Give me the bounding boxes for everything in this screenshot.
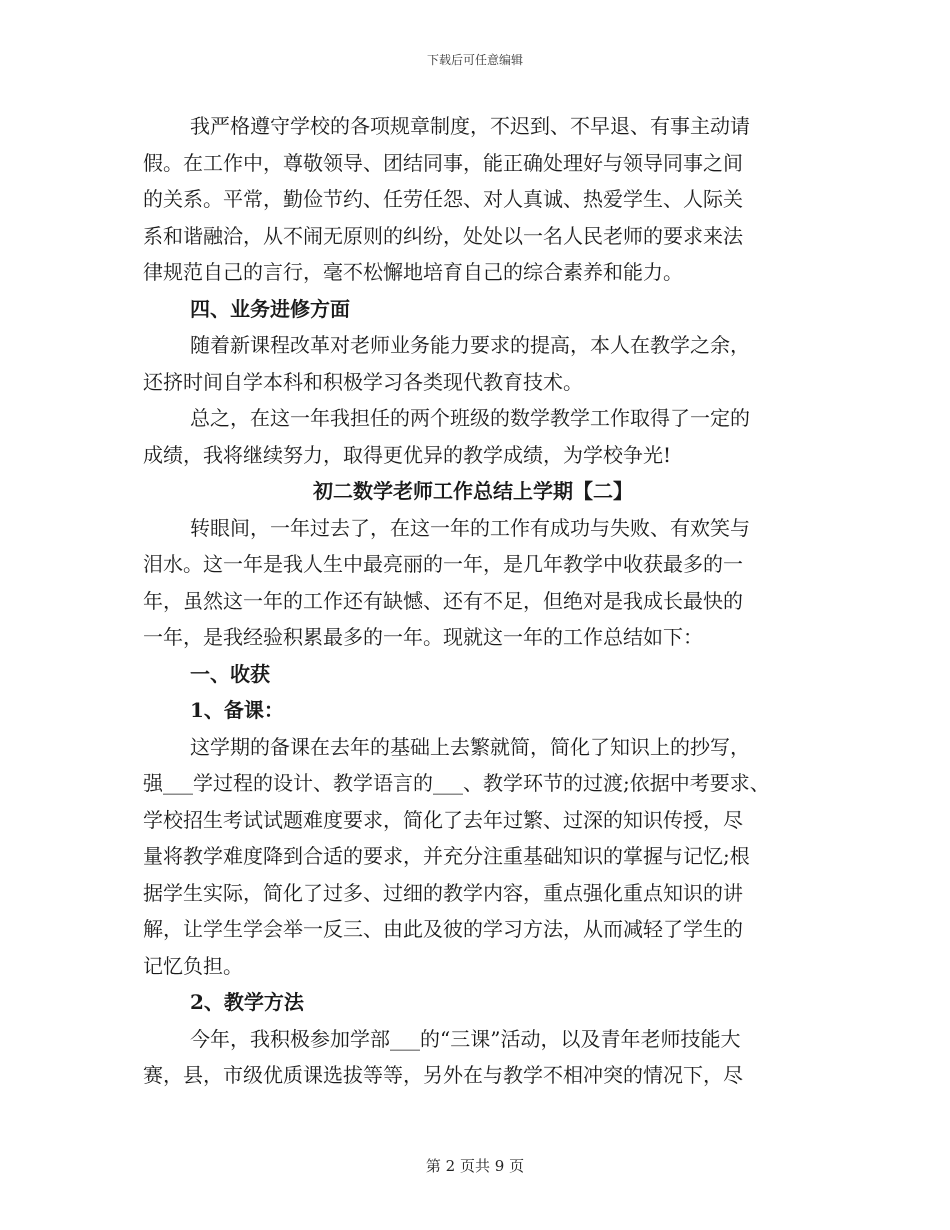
paragraph-line: 假。在工作中，尊敬领导、团结同事，能正确处理好与领导同事之间 xyxy=(143,150,743,175)
paragraph-line: 律规范自己的言行，毫不松懈地培育自己的综合素养和能力。 xyxy=(143,260,683,284)
paragraph-line: 解，让学生学会举一反三、由此及彼的学习方法，从而减轻了学生的 xyxy=(143,917,743,941)
paragraph-line: 转眼间，一年过去了，在这一年的工作有成功与失败、有欢笑与 xyxy=(190,515,750,540)
paragraph-line: 随着新课程改革对老师业务能力要求的提高，本人在教学之余， xyxy=(190,333,750,357)
article-title: 初二数学老师工作总结上学期【二】 xyxy=(313,479,633,503)
paragraph-line: 年，虽然这一年的工作还有缺憾、还有不足，但绝对是我成长最快的 xyxy=(143,588,743,613)
paragraph-line: 泪水。这一年是我人生中最亮丽的一年，是几年教学中收获最多的一 xyxy=(143,552,743,576)
paragraph-line: 我严格遵守学校的各项规章制度，不迟到、不早退、有事主动请 xyxy=(190,114,750,138)
paragraph-line: 总之，在这一年我担任的两个班级的数学教学工作取得了一定的 xyxy=(190,406,750,430)
paragraph-line: 强___学过程的设计、教学语言的___、教学环节的过渡;依据中考要求、 xyxy=(143,771,770,795)
page-number: 第 2 页共 9 页 xyxy=(425,1157,525,1175)
paragraph-line: 还挤时间自学本科和积极学习各类现代教育技术。 xyxy=(143,369,583,394)
paragraph-line: 据学生实际，简化了过多、过细的教学内容，重点强化重点知识的讲 xyxy=(143,880,743,905)
paragraph-line: 成绩，我将继续努力，取得更优异的教学成绩，为学校争光! xyxy=(143,442,672,467)
page-header: 下载后可任意编辑 xyxy=(426,53,523,67)
paragraph-line: 今年，我积极参加学部___的“三课”活动，以及青年老师技能大 xyxy=(190,1026,741,1051)
paragraph-line: 量将教学难度降到合适的要求，并充分注重基础知识的掌握与记忆;根 xyxy=(143,844,750,868)
paragraph-line: 一年，是我经验积累最多的一年。现就这一年的工作总结如下： xyxy=(143,625,703,649)
section-heading: 一、收获 xyxy=(190,661,270,686)
paragraph-line: 赛，县，市级优质课选拔等等，另外在与教学不相冲突的情况下，尽 xyxy=(143,1063,743,1087)
section-heading: 四、业务进修方面 xyxy=(190,296,350,321)
paragraph-line: 记忆负担。 xyxy=(143,953,243,978)
subsection-heading: 2、教学方法 xyxy=(190,990,304,1014)
document-body xyxy=(143,108,803,1094)
paragraph-line: 学校招生考试试题难度要求，简化了去年过繁、过深的知识传授，尽 xyxy=(143,807,743,832)
paragraph-line: 系和谐融洽，从不闹无原则的纠纷，处处以一名人民老师的要求来法 xyxy=(143,223,743,248)
subsection-heading: 1、备课： xyxy=(190,698,284,722)
paragraph-line: 的关系。平常，勤俭节约、任劳任怨、对人真诚、热爱学生、人际关 xyxy=(143,187,743,211)
paragraph-line: 这学期的备课在去年的基础上去繁就简，简化了知识上的抄写， xyxy=(190,734,750,759)
